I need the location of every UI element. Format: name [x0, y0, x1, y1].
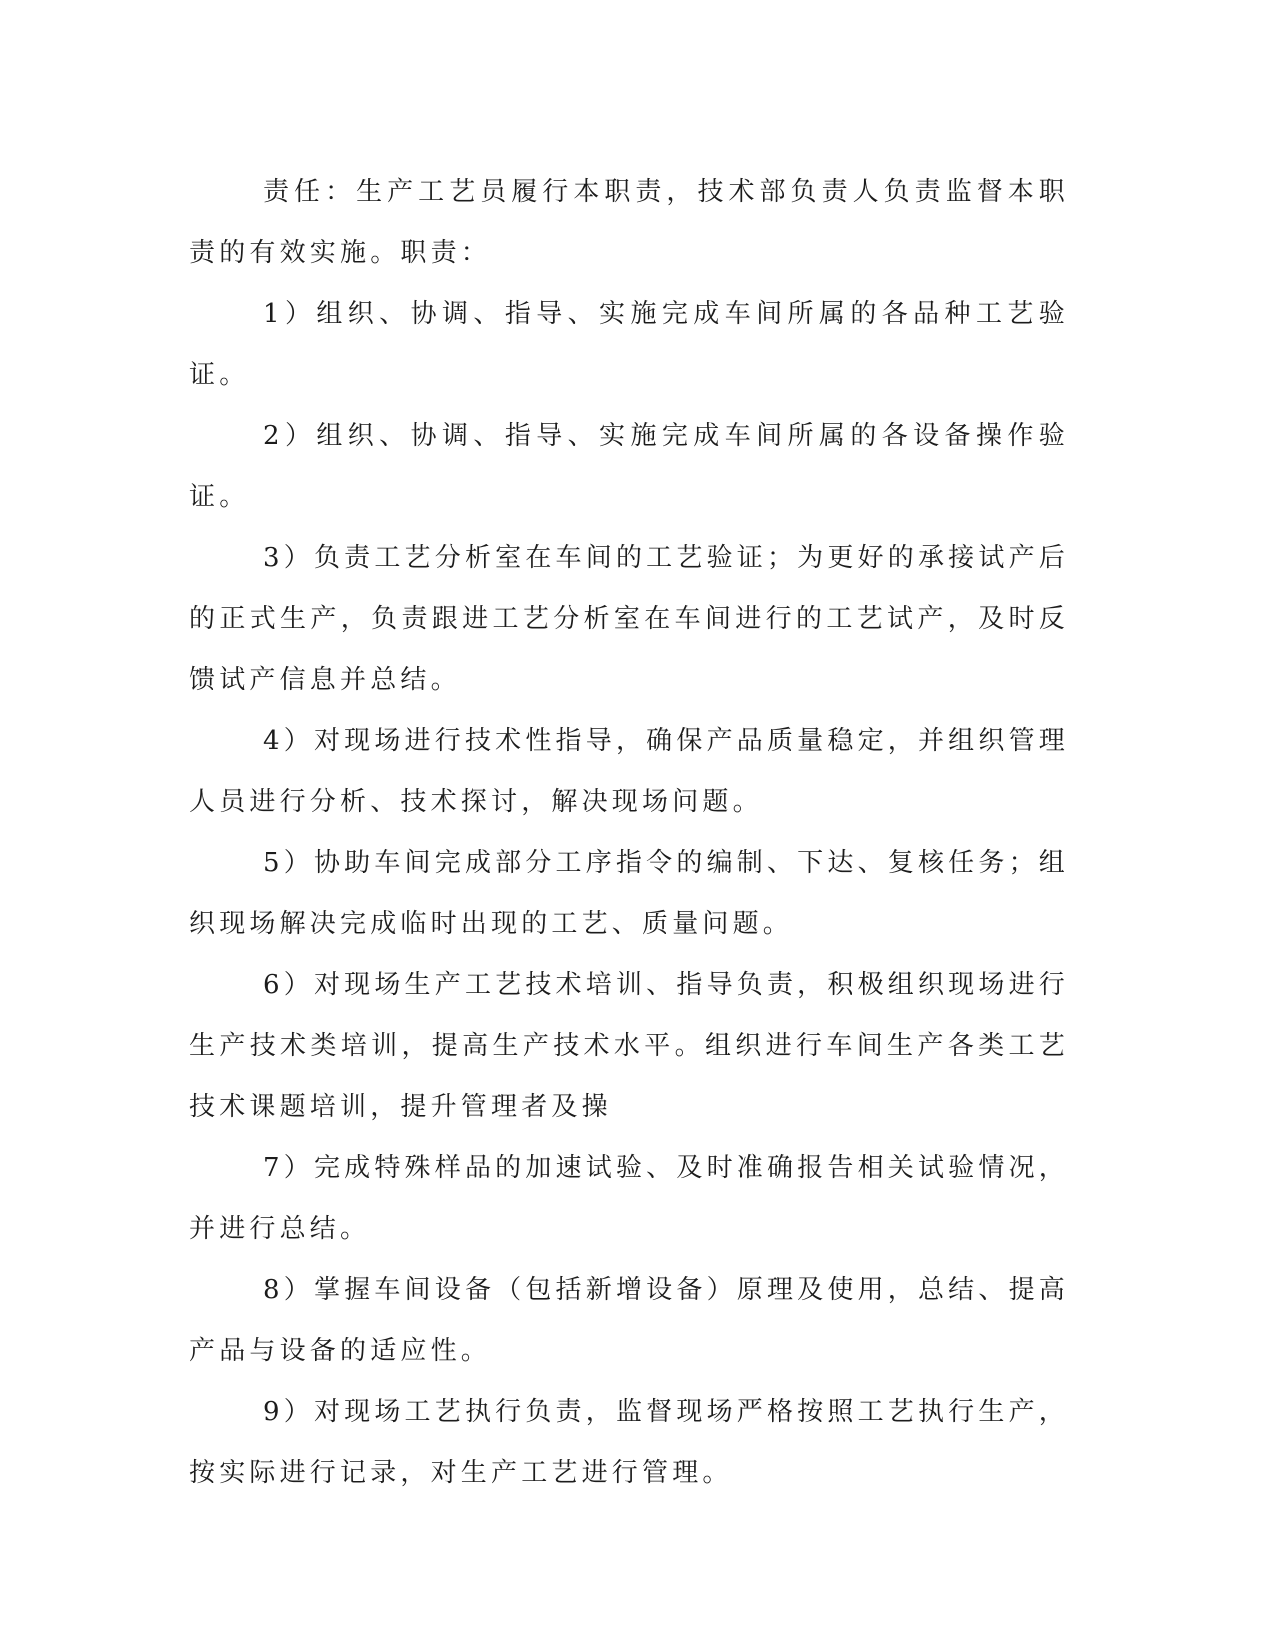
paragraph-item-5: 5）协助车间完成部分工序指令的编制、下达、复核任务；组织现场解决完成临时出现的工艺、质量问题。	[189, 848, 1069, 939]
paragraph-item-6: 6）对现场生产工艺技术培训、指导负责，积极组织现场进行生产技术类培训，提高生产技术水平。组织进行车间生产各类工艺技术课题培训，提升管理者及操	[189, 970, 1069, 1122]
paragraph-item-3: 3）负责工艺分析室在车间的工艺验证；为更好的承接试产后的正式生产，负责跟进工艺分析室在车间进行的工艺试产，及时反馈试产信息并总结。	[189, 543, 1069, 695]
paragraph-item-4: 4）对现场进行技术性指导，确保产品质量稳定，并组织管理人员进行分析、技术探讨，解决现场问题。	[189, 726, 1069, 817]
paragraph-item-9: 9）对现场工艺执行负责，监督现场严格按照工艺执行生产，按实际进行记录，对生产工艺进行管理。	[189, 1397, 1069, 1488]
document-body	[189, 162, 1069, 1504]
paragraph-item-8: 8）掌握车间设备（包括新增设备）原理及使用，总结、提高产品与设备的适应性。	[189, 1275, 1069, 1366]
paragraph-item-7: 7）完成特殊样品的加速试验、及时准确报告相关试验情况，并进行总结。	[189, 1153, 1069, 1244]
paragraph-item-2: 2）组织、协调、指导、实施完成车间所属的各设备操作验证。	[189, 421, 1069, 512]
paragraph-item-1: 1）组织、协调、指导、实施完成车间所属的各品种工艺验证。	[189, 299, 1069, 390]
paragraph-responsibility: 责任：生产工艺员履行本职责，技术部负责人负责监督本职责的有效实施。职责：	[189, 177, 1069, 268]
